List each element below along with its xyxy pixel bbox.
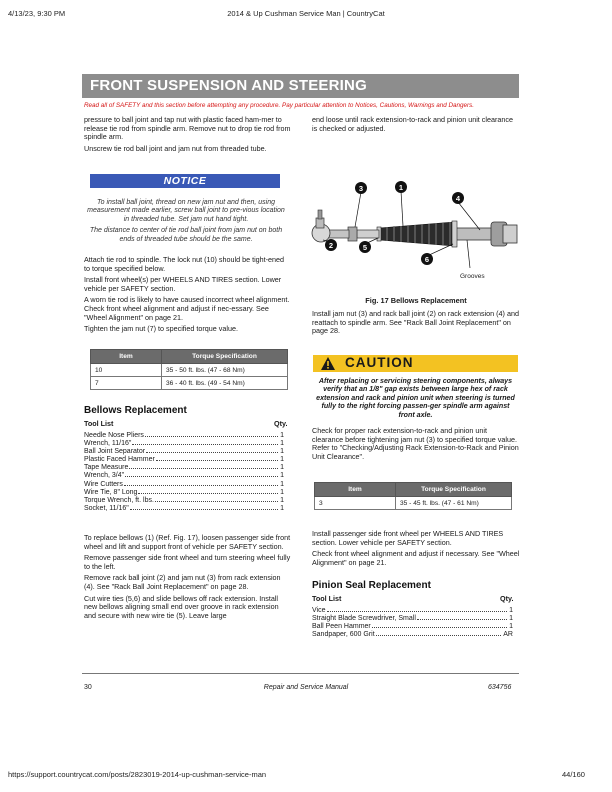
doc-number: 634756 [488, 684, 512, 691]
section-title: FRONT SUSPENSION AND STEERING [90, 77, 367, 94]
table-row [315, 497, 512, 510]
tool-name: Ball Peen Hammer [312, 623, 371, 631]
notice-paragraph: To install ball joint, thread on new jam nut and then, using measurement made earlier, screw ball joint to pre-vious location in threaded tube. Set jam nut hand tight. [87, 199, 285, 223]
callout-badge-2 [325, 239, 337, 251]
table-cell: 36 - 40 ft. lbs. (49 - 54 Nm) [162, 377, 288, 390]
qty-label: Qty. [274, 419, 288, 428]
table-row [91, 364, 288, 377]
tool-qty: 1 [509, 615, 513, 623]
notice-label: NOTICE [163, 175, 207, 187]
print-page-title: 2014 & Up Cushman Service Man | CountryCat [227, 9, 385, 18]
tool-name: Wire Cutters [84, 480, 123, 488]
callout-number: 4 [455, 194, 461, 203]
column-header: Torque Specification [162, 350, 288, 364]
tool-list-item [312, 607, 513, 615]
column-header: Torque Specification [396, 483, 512, 497]
notice-paragraph: The distance to center of tie rod ball joint from jam nut on both ends of threaded tube should be the same. [89, 227, 283, 243]
tool-qty: 1 [280, 504, 284, 512]
tool-qty: AR [503, 631, 513, 639]
bellows-illustration [305, 178, 520, 290]
callout-badge-6 [421, 253, 433, 265]
table-cell: 7 [91, 377, 162, 390]
tool-qty: 1 [280, 448, 284, 456]
callout-number: 3 [358, 184, 364, 193]
safety-note: Read all of SAFETY and this section before attempting any procedure. Pay particular attention to Notices, Cautions, Warnings and Dangers. [84, 102, 475, 109]
table-cell: 10 [91, 364, 162, 377]
paragraph: Check for proper rack extension-to-rack and pinion unit clearance before tightening jam nut (3) to specified torque value. Refer to "Checking/Adjusting Rack Extension-to-Rack and Pinion Unit Clearance". [312, 426, 519, 461]
rack-extension [357, 230, 379, 238]
callout-badge-3 [355, 182, 367, 194]
tool-name: Torque Wrench, ft. lbs. [84, 496, 154, 504]
paragraph: Remove rack ball joint (2) and jam nut (3) from rack extension (4). See "Rack Ball Joint Replacement" on page 28. [84, 573, 281, 591]
paragraph: end loose until rack extension-to-rack and pinion unit clearance is checked or adjusted. [312, 115, 513, 133]
right-clearance [312, 427, 520, 461]
paragraph: Attach tie rod to spindle. The lock nut (10) should be tight-ened to torque specified below. [84, 255, 285, 273]
paragraph: To replace bellows (1) (Ref. Fig. 17), loosen passenger side front wheel and lift and support front of vehicle per SAFETY section. [84, 533, 291, 551]
table-cell: 35 - 50 ft. lbs. (47 - 68 Nm) [162, 364, 288, 377]
tool-name: Sandpaper, 600 Grit [312, 631, 375, 639]
page-number: 30 [84, 684, 92, 691]
tool-list-item [84, 481, 284, 489]
tool-name: Socket, 11/16" [84, 504, 129, 512]
right-final-steps [312, 530, 520, 567]
paragraph: A worn tie rod is likely to have caused incorrect wheel alignment. Check front wheel alignment and adjust if nec-essary. See "Wheel Alignment" on page 21. [84, 295, 290, 322]
tool-qty: 1 [280, 432, 284, 439]
tool-name: Tape Measure [84, 464, 129, 472]
tool-list-item [84, 489, 284, 497]
left-intro [84, 116, 292, 153]
footer-divider [82, 673, 519, 674]
paragraph: Install jam nut (3) and rack ball joint (2) on rack extension (4) and reattach to spindle arm. See "Rack Ball Joint Replacement" on page 28. [312, 309, 519, 336]
grooves-label: Grooves [460, 273, 485, 280]
callout-number: 5 [362, 243, 368, 252]
print-datetime: 4/13/23, 9:30 PM [8, 9, 66, 18]
tool-name: Needle Nose Pliers [84, 432, 144, 439]
paragraph: Remove passenger side front wheel and turn steering wheel fully to the left. [84, 553, 291, 571]
tool-name: Wire Tie, 8" Long [84, 488, 138, 496]
tool-list-item [84, 464, 284, 472]
tool-qty: 1 [509, 607, 513, 614]
tool-list-label: Tool List [84, 419, 114, 428]
torque-table-right [314, 482, 512, 510]
callout-number: 1 [398, 183, 404, 192]
notice-text [86, 199, 286, 244]
tool-name: Wrench, 11/16" [84, 440, 132, 448]
tool-list-item [84, 440, 284, 448]
bellows [377, 221, 457, 247]
table-cell: 3 [315, 497, 396, 510]
tool-name: Plastic Faced Hammer [84, 456, 155, 464]
tool-list-item [84, 432, 284, 440]
paragraph: Check front wheel alignment and adjust if necessary. See "Wheel Alignment" on page 21. [312, 549, 520, 567]
print-page-count: 44/160 [562, 770, 585, 779]
tool-list-label: Tool List [312, 594, 342, 603]
tool-list-item [312, 615, 513, 623]
tool-list-item [84, 448, 284, 456]
paragraph: Install passenger side front wheel per WHEELS AND TIRES section. Lower vehicle per SAFETY section. [312, 529, 504, 547]
paragraph: Unscrew tie rod ball joint and jam nut from threaded tube. [84, 143, 267, 153]
paragraph: Install front wheel(s) per WHEELS AND TIRES section. Lower vehicle per SAFETY section. [84, 275, 282, 293]
paragraph: Cut wire ties (5,6) and slide bellows off rack extension. Install new bellows aligning small end over groove in rack extension and secure with new wire tie (5). Leave large [84, 593, 279, 620]
warning-triangle-icon [320, 356, 336, 371]
tool-name: Straight Blade Screwdriver, Small [312, 615, 416, 623]
wire-tie-large [452, 221, 457, 247]
tool-name: Wrench, 3/4" [84, 472, 125, 480]
right-intro [312, 116, 520, 133]
tool-qty: 1 [280, 456, 284, 464]
tool-qty: 1 [280, 440, 284, 448]
rack-assembly [455, 222, 517, 246]
tool-qty: 1 [280, 480, 284, 488]
tool-name: Ball Joint Separator [84, 448, 146, 456]
callout-number: 2 [328, 241, 334, 250]
tool-qty: 1 [280, 464, 284, 472]
tool-name: Vice [312, 607, 326, 614]
jam-nut [348, 227, 357, 241]
column-header: Item [315, 483, 396, 497]
tool-list [312, 607, 513, 639]
table-cell: 35 - 45 ft. lbs. (47 - 61 Nm) [396, 497, 512, 510]
column-header: Item [91, 350, 162, 364]
print-url: https://support.countrycat.com/posts/2823019-2014-up-cushman-service-man [8, 770, 267, 779]
callout-badge-4 [452, 192, 464, 204]
bellows-heading: Bellows Replacement [84, 405, 187, 416]
rack-tube [455, 228, 495, 240]
tool-list-item [312, 623, 513, 631]
paragraph: pressure to ball joint and tap nut with plastic faced ham-mer to release tie rod from spindle arm. Remove nut to drop tie rod from spindle arm. [84, 115, 291, 142]
caution-text: After replacing or servicing steering components, always verify that an 1/8" gap exists between large hex of rack extension and rack and pinion unit when steering is turned fully to the right forcing passen-ger spindle arm against front axle. [316, 377, 515, 419]
torque-table-left [90, 349, 288, 390]
table-row [91, 377, 288, 390]
manual-title: Repair and Service Manual [263, 684, 349, 691]
tool-list [84, 432, 284, 513]
caution-banner [313, 355, 518, 372]
rack-ball-joint [312, 210, 349, 242]
qty-label: Qty. [500, 594, 514, 603]
tool-list-item [84, 497, 284, 505]
tool-list-item [312, 631, 513, 639]
left-steps [84, 256, 292, 334]
tool-list-item [84, 472, 284, 480]
caution-label: CAUTION [345, 355, 414, 370]
right-reinstall [312, 310, 520, 336]
tool-qty: 1 [280, 488, 284, 496]
figure-caption: Fig. 17 Bellows Replacement [365, 296, 467, 305]
tool-qty: 1 [509, 623, 513, 631]
callout-number: 6 [424, 255, 430, 264]
tool-qty: 1 [280, 472, 284, 480]
paragraph: Tighten the jam nut (7) to specified torque value. [84, 324, 238, 334]
left-bellows-steps [84, 534, 292, 620]
tool-qty: 1 [280, 496, 284, 504]
pinion-heading: Pinion Seal Replacement [312, 580, 431, 591]
callout-badge-5 [359, 241, 371, 253]
tool-list-item [84, 505, 284, 513]
callout-badge-1 [395, 181, 407, 193]
tool-list-item [84, 456, 284, 464]
